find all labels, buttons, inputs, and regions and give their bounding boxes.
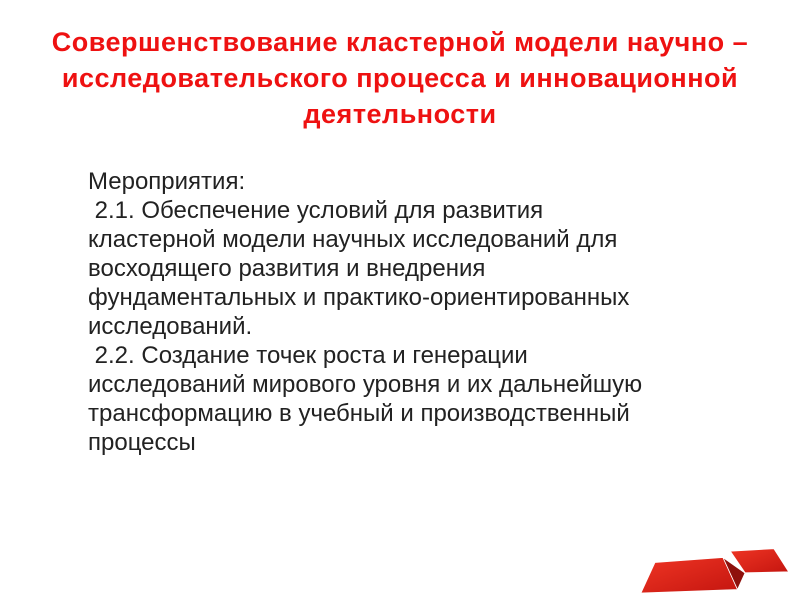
body-line: 2.2. Создание точек роста и генерации [88,342,528,369]
body-line: исследований. [88,313,253,340]
body-line: процессы [88,429,196,456]
body-line: Мероприятия: [88,168,246,195]
title-line: Совершенствование кластерной модели научно – [51,27,749,57]
body-line: исследований мирового уровня и их дальнейшую [88,371,643,398]
ribbon-band [641,558,738,594]
body-line: кластерной модели научных исследований для [88,226,618,253]
body-line: восходящего развития и внедрения [88,255,486,282]
body-line: фундаментальных и практико-ориентированных [88,284,630,311]
slide-body [88,167,738,457]
body-line: трансформацию в учебный и производственный [88,400,630,427]
title-line: исследовательского процесса и инновационной [61,63,739,93]
title-line: деятельности [303,99,497,129]
red-ribbon-icon [630,540,800,600]
body-line: 2.1. Обеспечение условий для развития [88,197,544,224]
slide-title [0,24,800,132]
